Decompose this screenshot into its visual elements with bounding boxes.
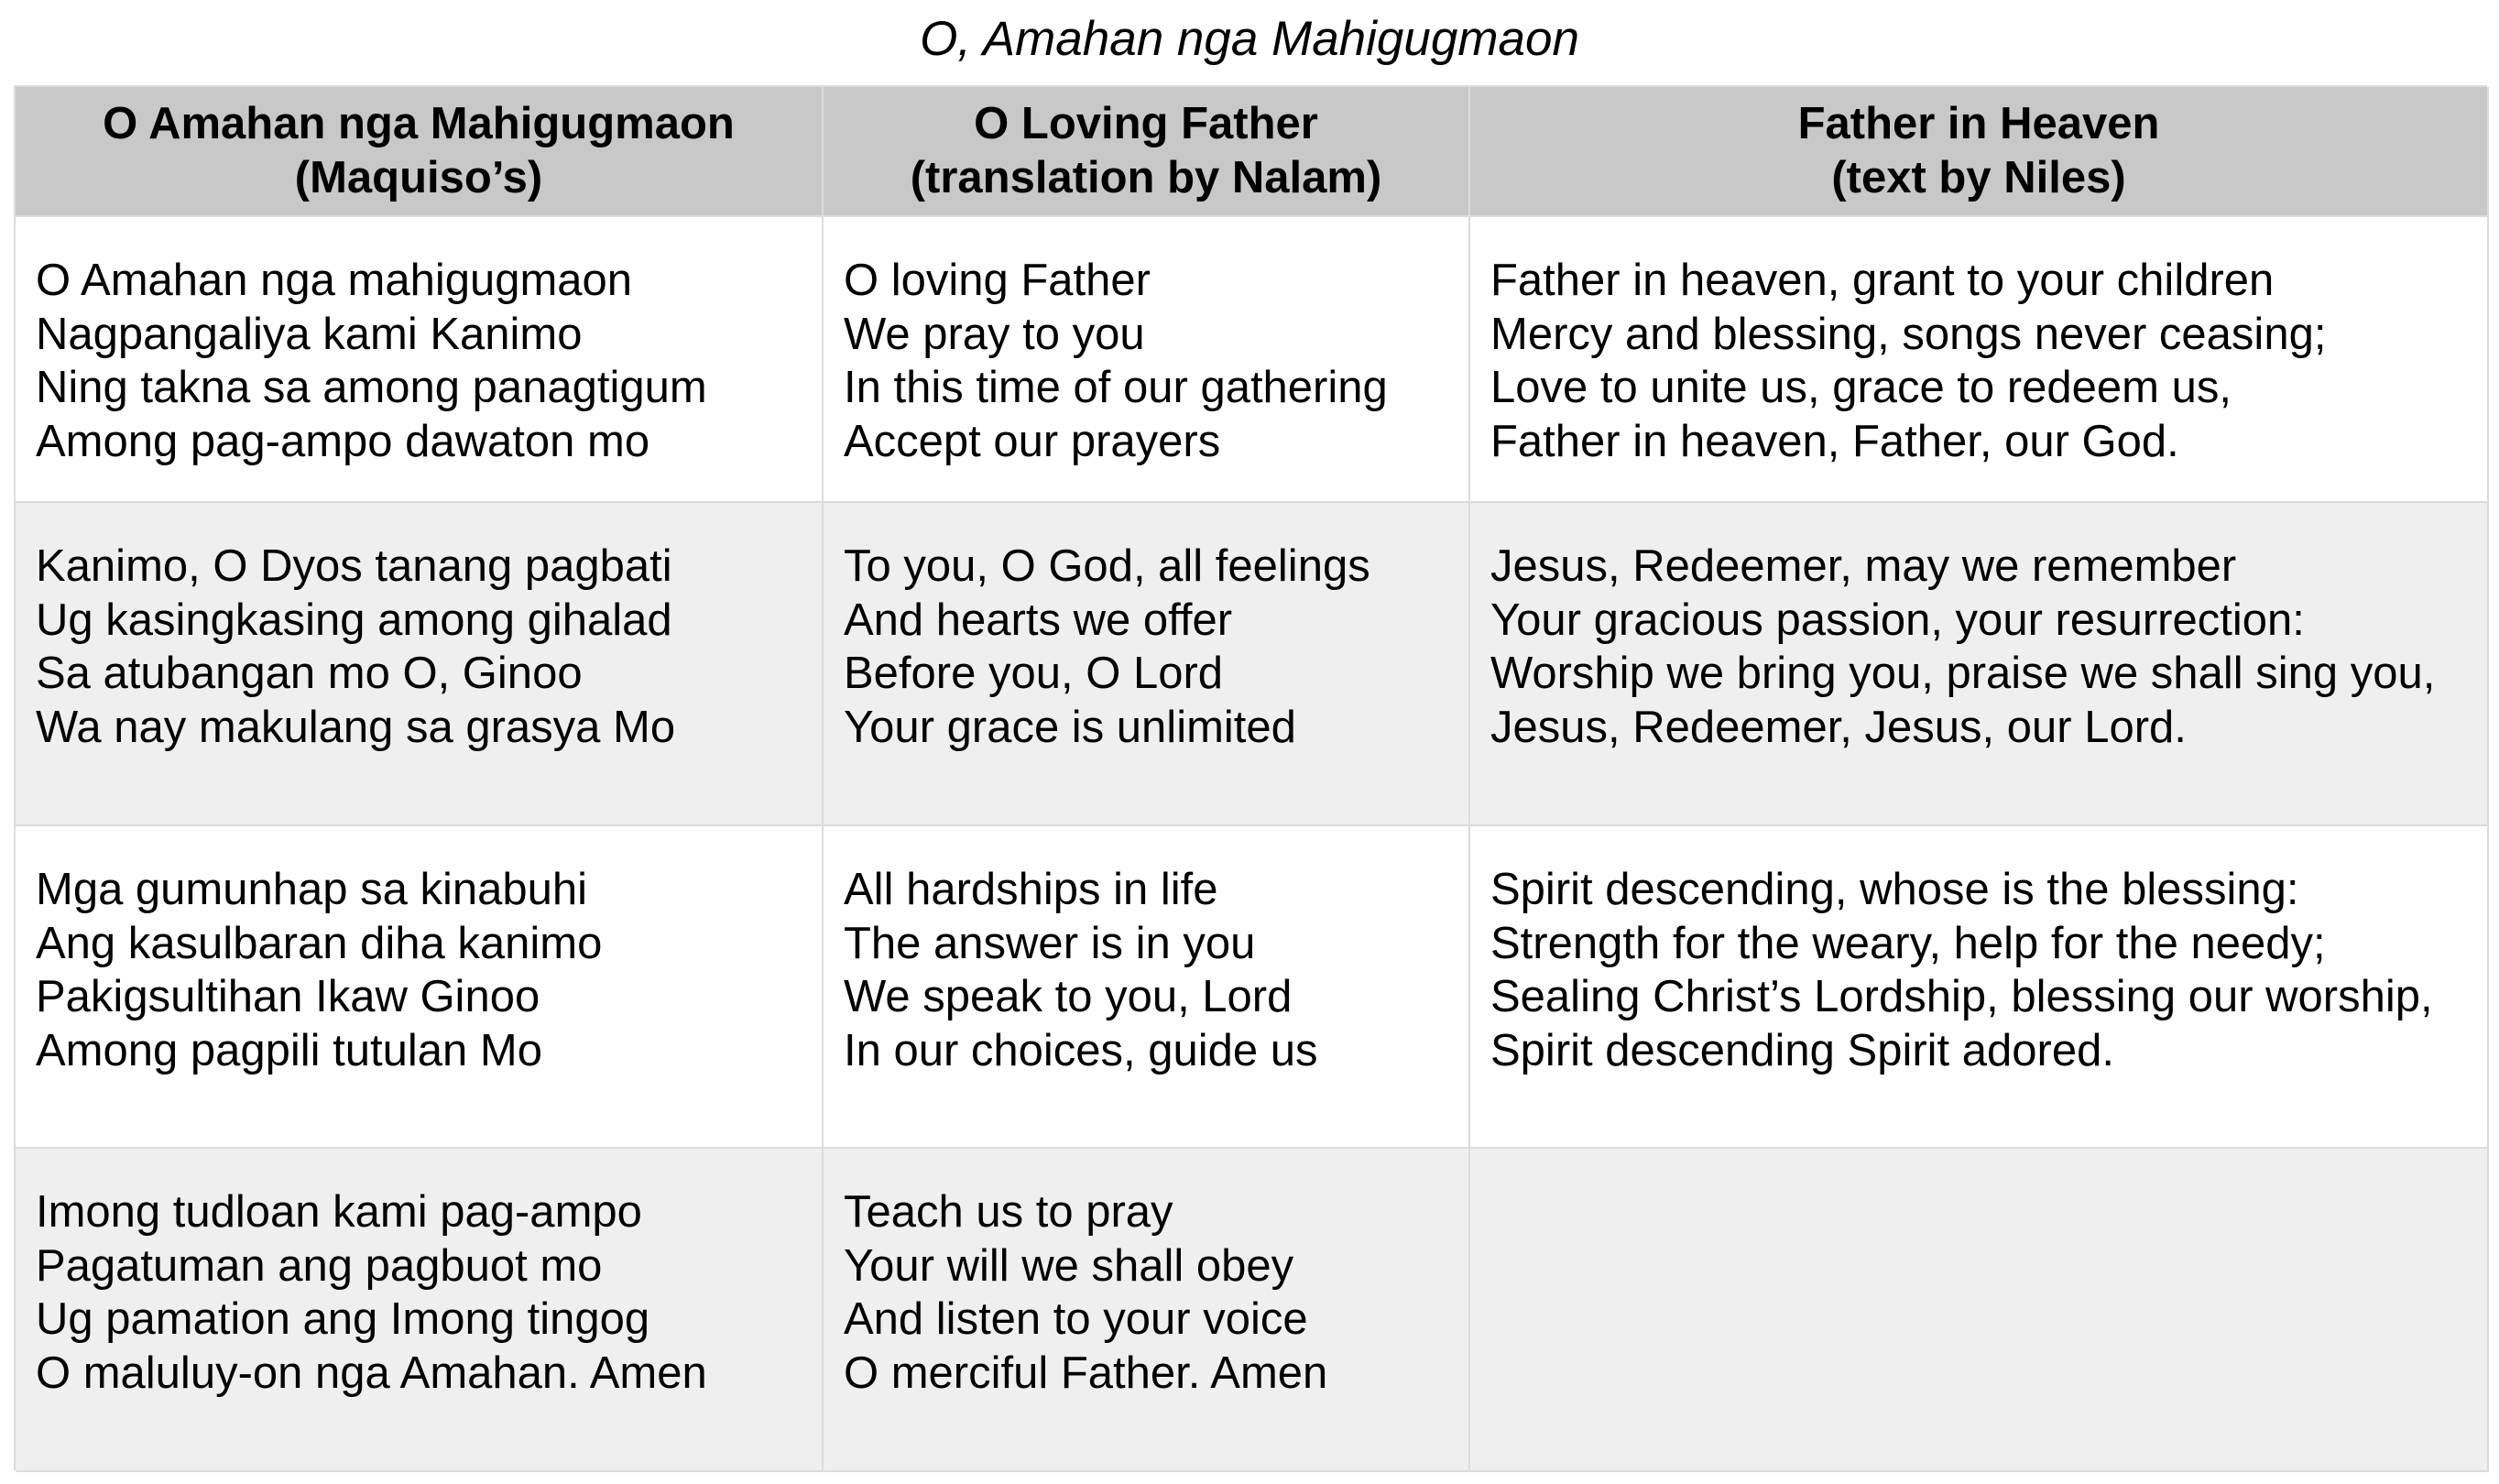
column-header-title: Father in Heaven xyxy=(1797,99,2160,148)
verse-line: O loving Father xyxy=(844,256,1151,305)
verse-line: Teach us to pray xyxy=(844,1187,1173,1237)
column-header-subtitle: (translation by Nalam) xyxy=(910,153,1382,202)
verse-line: Ug pamation ang Imong tingog xyxy=(36,1294,650,1345)
verse-line: O maluluy-on nga Amahan. Amen xyxy=(36,1348,707,1399)
verse-line: Your will we shall obey xyxy=(844,1240,1294,1291)
verse-line: Wa nay makulang sa grasya Mo xyxy=(36,703,676,753)
verse-line: Ning takna sa among panagtigum xyxy=(36,363,707,413)
verse-line: Among pag-ampo dawaton mo xyxy=(36,417,650,467)
column-header-title: O Amahan nga Mahigugmaon xyxy=(103,99,735,148)
page-title: O, Amahan nga Mahigugmaon xyxy=(920,12,1579,66)
verse-cell xyxy=(16,1149,824,1472)
verse-line: We pray to you xyxy=(844,309,1145,359)
verse-line: In this time of our gathering xyxy=(844,363,1388,413)
verse-cell xyxy=(16,826,824,1149)
verse-line: Jesus, Redeemer, may we remember xyxy=(1490,541,2237,591)
verse-line: Mga gumunhap sa kinabuhi xyxy=(36,865,588,914)
verse-line: Ang kasulbaran diha kanimo xyxy=(36,918,603,968)
verse-line: Kanimo, O Dyos tanang pagbati xyxy=(36,541,672,591)
verse-line: Spirit descending, whose is the blessing: xyxy=(1490,865,2299,914)
verse-line: Your grace is unlimited xyxy=(844,703,1296,753)
verse-line: O merciful Father. Amen xyxy=(844,1348,1328,1399)
verse-cell xyxy=(16,503,824,826)
column-header-subtitle: (text by Niles) xyxy=(1831,153,2126,202)
verse-line: Father in heaven, grant to your children xyxy=(1490,256,2275,305)
verse-line: And hearts we offer xyxy=(844,595,1233,645)
verse-line: The answer is in you xyxy=(844,918,1256,968)
verse-cell xyxy=(1470,826,2489,1149)
column-header-subtitle: (Maquiso’s) xyxy=(294,153,543,202)
verse-line: Jesus, Redeemer, Jesus, our Lord. xyxy=(1490,703,2187,753)
column-header-maquiso xyxy=(16,87,824,217)
verse-line: Pagatuman ang pagbuot mo xyxy=(36,1240,603,1291)
verse-line: Strength for the weary, help for the needy; xyxy=(1490,918,2326,968)
verse-line: Love to unite us, grace to redeem us, xyxy=(1490,363,2232,413)
column-header-niles xyxy=(1470,87,2489,217)
verse-cell xyxy=(16,217,824,503)
verse-line: Sealing Christ’s Lordship, blessing our worship, xyxy=(1490,972,2433,1022)
verse-cell xyxy=(824,503,1470,826)
empty-verse-cell xyxy=(1470,1149,2489,1472)
verse-line: Mercy and blessing, songs never ceasing; xyxy=(1490,309,2327,359)
verse-cell xyxy=(1470,503,2489,826)
verse-line: In our choices, guide us xyxy=(844,1026,1318,1076)
verse-cell xyxy=(824,826,1470,1149)
verse-line: Before you, O Lord xyxy=(844,649,1224,699)
hymn-comparison-table xyxy=(14,85,2487,1470)
verse-line: Accept our prayers xyxy=(844,417,1221,467)
verse-cell xyxy=(824,217,1470,503)
verse-line: Spirit descending Spirit adored. xyxy=(1490,1026,2114,1076)
verse-line: Father in heaven, Father, our God. xyxy=(1490,417,2179,467)
verse-line: Your gracious passion, your resurrection: xyxy=(1490,595,2305,645)
verse-line: Imong tudloan kami pag-ampo xyxy=(36,1187,642,1237)
verse-line: Worship we bring you, praise we shall sing you, xyxy=(1490,649,2436,699)
verse-line: Sa atubangan mo O, Ginoo xyxy=(36,649,583,699)
verse-cell xyxy=(824,1149,1470,1472)
verse-line: Pakigsultihan Ikaw Ginoo xyxy=(36,972,540,1022)
column-header-title: O Loving Father xyxy=(974,99,1318,148)
verse-line: And listen to your voice xyxy=(844,1294,1308,1345)
verse-line: Ug kasingkasing among gihalad xyxy=(36,595,672,645)
verse-line: All hardships in life xyxy=(844,865,1218,914)
verse-line: To you, O God, all feelings xyxy=(844,541,1370,591)
verse-line: Among pagpili tutulan Mo xyxy=(36,1026,542,1076)
verse-line: Nagpangaliya kami Kanimo xyxy=(36,309,583,359)
verse-cell xyxy=(1470,217,2489,503)
column-header-nalam xyxy=(824,87,1470,217)
verse-line: We speak to you, Lord xyxy=(844,972,1293,1022)
verse-line: O Amahan nga mahigugmaon xyxy=(36,256,633,305)
